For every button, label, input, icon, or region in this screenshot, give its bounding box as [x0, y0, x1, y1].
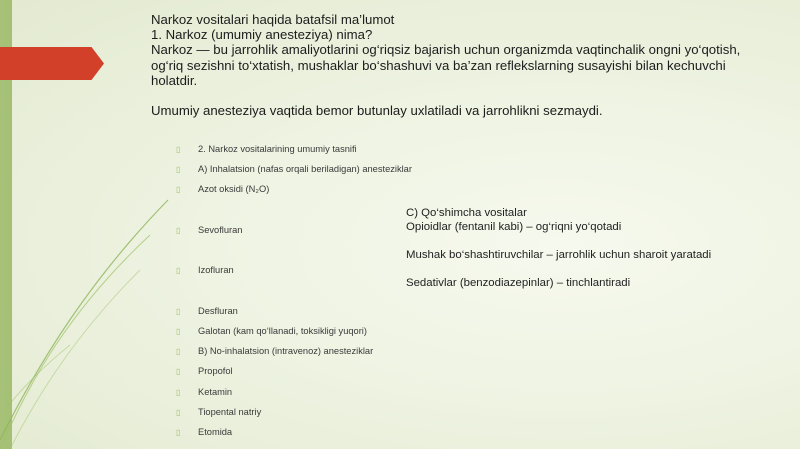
list-item: ▯ Tiopental natriy: [176, 407, 262, 417]
right-column-item: Mushak bo‘shashtiruvchilar – jarrohlik uchun sharoit yaratadi: [406, 249, 712, 261]
list-item: ▯ B) No-inhalatsion (intravenoz) anesteziklar: [176, 346, 374, 356]
right-column-item: Opioidlar (fentanil kabi) – og‘riqni yo‘qotadi: [406, 221, 622, 233]
bullet-marker-icon: ▯: [176, 408, 181, 417]
list-item: ▯ Ketamin: [176, 387, 233, 397]
definition-paragraph: Narkoz — bu jarrohlik amaliyotlarini og‘riqsiz bajarish uchun organizmda vaqtinchalik ongni yo‘qotish, og‘riq sezishni to‘xtatish, mushaklar bo‘shashuvi va ba’zan reflekslarning susayishi bilan kechuvchi holatdir.: [151, 42, 741, 88]
list-item: ▯ Izofluran: [176, 265, 234, 275]
right-column-item: Sedativlar (benzodiazepinlar) – tinchlantiradi: [406, 277, 631, 289]
bullet-marker-icon: ▯: [176, 388, 181, 397]
list-item: ▯ Etomida: [176, 427, 233, 437]
list-item: ▯ Azot oksidi (N₂O): [176, 184, 270, 194]
bullet-marker-icon: ▯: [176, 266, 181, 275]
slide-title: Narkoz vositalari haqida batafsil ma’lumot: [151, 12, 395, 27]
section-heading: 1. Narkoz (umumiy anesteziya) nima?: [151, 27, 373, 43]
list-item: ▯ 2. Narkoz vositalarining umumiy tasnifi: [176, 144, 357, 154]
list-item: ▯ Desfluran: [176, 306, 238, 316]
bullet-marker-icon: ▯: [176, 367, 181, 376]
slide-body: [151, 12, 771, 118]
summary-paragraph: Umumiy anesteziya vaqtida bemor butunlay uxlatiladi va jarrohlikni sezmaydi.: [151, 103, 603, 119]
decorative-curves: [0, 160, 170, 449]
supplementary-heading: C) Qo‘shimcha vositalar: [406, 207, 527, 219]
bullet-marker-icon: ▯: [176, 428, 181, 437]
red-arrow-decoration: [0, 47, 104, 80]
bullet-marker-icon: ▯: [176, 226, 181, 235]
bullet-marker-icon: ▯: [176, 347, 181, 356]
list-item: ▯ A) Inhalatsion (nafas orqali beriladigan) anesteziklar: [176, 164, 412, 174]
bullet-marker-icon: ▯: [176, 307, 181, 316]
bullet-marker-icon: ▯: [176, 145, 181, 154]
bullet-marker-icon: ▯: [176, 185, 181, 194]
list-item: ▯ Galotan (kam qo‘llanadi, toksikligi yuqori): [176, 326, 367, 336]
list-item: ▯ Propofol: [176, 366, 233, 376]
bullet-marker-icon: ▯: [176, 165, 181, 174]
list-item: ▯ Sevofluran: [176, 225, 243, 235]
bullet-marker-icon: ▯: [176, 327, 181, 336]
